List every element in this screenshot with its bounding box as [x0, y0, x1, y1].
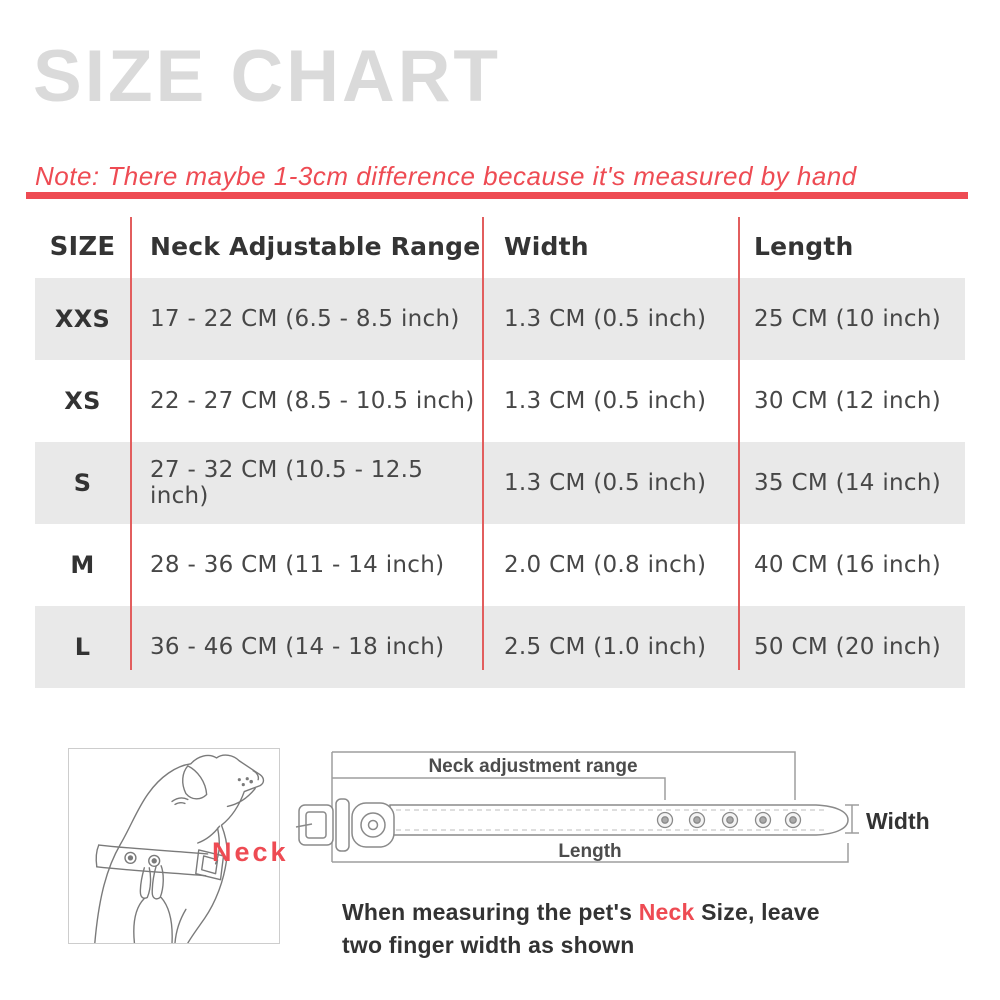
size-label: XXS	[54, 305, 111, 333]
table-row-xxs	[35, 278, 965, 360]
page-title: SIZE CHART	[33, 36, 501, 117]
collar-strap	[390, 805, 848, 835]
measuring-instruction	[342, 896, 872, 962]
width-value: 1.3 CM (0.5 inch)	[504, 388, 707, 414]
size-table	[35, 215, 965, 688]
table-column-divider	[738, 217, 740, 670]
finger	[140, 868, 150, 898]
dog-ear	[183, 766, 207, 799]
table-row-m	[35, 524, 965, 606]
hand-wrist	[134, 898, 144, 943]
width-value: 1.3 CM (0.5 inch)	[504, 306, 707, 332]
table-row-s	[35, 442, 965, 524]
width-value: 1.3 CM (0.5 inch)	[504, 470, 707, 496]
instruction-line1: When measuring the pet's Neck Size, leave	[342, 899, 820, 925]
column-header-width: Width	[504, 232, 589, 261]
collar-width-label: Width	[866, 808, 930, 834]
dog-nose	[253, 771, 258, 780]
size-label: XS	[64, 387, 101, 415]
dog-collar-bottom	[97, 867, 206, 876]
width-value: 2.5 CM (1.0 inch)	[504, 634, 707, 660]
neck-callout-label: Neck	[212, 837, 289, 867]
table-column-divider	[482, 217, 484, 670]
neck-highlight: Neck	[638, 899, 695, 925]
table-header-row	[35, 215, 965, 278]
column-header-neck: Neck Adjustable Range	[150, 232, 481, 261]
length-value: 25 CM (10 inch)	[754, 306, 942, 332]
red-divider-line	[26, 192, 968, 199]
finger	[152, 866, 163, 899]
neck-value: 22 - 27 CM (8.5 - 10.5 inch)	[150, 388, 475, 414]
neck-value: 17 - 22 CM (6.5 - 8.5 inch)	[150, 306, 460, 332]
note-text: Note: There maybe 1-3cm difference because it's measured by hand	[35, 161, 857, 191]
collar-buckle	[296, 799, 394, 851]
neck-value: 27 - 32 CM (10.5 - 12.5 inch)	[150, 457, 424, 509]
size-label: L	[74, 633, 91, 661]
size-label: M	[70, 551, 95, 579]
table-row-l	[35, 606, 965, 688]
collar-diagram	[290, 740, 1000, 880]
column-header-size: SIZE	[49, 231, 116, 262]
length-value: 35 CM (14 inch)	[754, 470, 942, 496]
collar-adjustment-label: Neck adjustment range	[428, 756, 638, 777]
length-value: 40 CM (16 inch)	[754, 552, 942, 578]
instruction-line2: two finger width as shown	[342, 932, 635, 958]
length-value: 30 CM (12 inch)	[754, 388, 942, 414]
neck-value: 28 - 36 CM (11 - 14 inch)	[150, 552, 445, 578]
length-value: 50 CM (20 inch)	[754, 634, 942, 660]
size-label: S	[73, 469, 92, 497]
table-column-divider	[130, 217, 132, 670]
table-row-xs	[35, 360, 965, 442]
dog-chest	[175, 909, 186, 943]
width-value: 2.0 CM (0.8 inch)	[504, 552, 707, 578]
dog-eye	[172, 798, 188, 802]
collar-length-label: Length	[558, 841, 622, 862]
neck-value: 36 - 46 CM (14 - 18 inch)	[150, 634, 445, 660]
dog-collar-top	[99, 845, 208, 854]
column-header-length: Length	[754, 232, 854, 261]
